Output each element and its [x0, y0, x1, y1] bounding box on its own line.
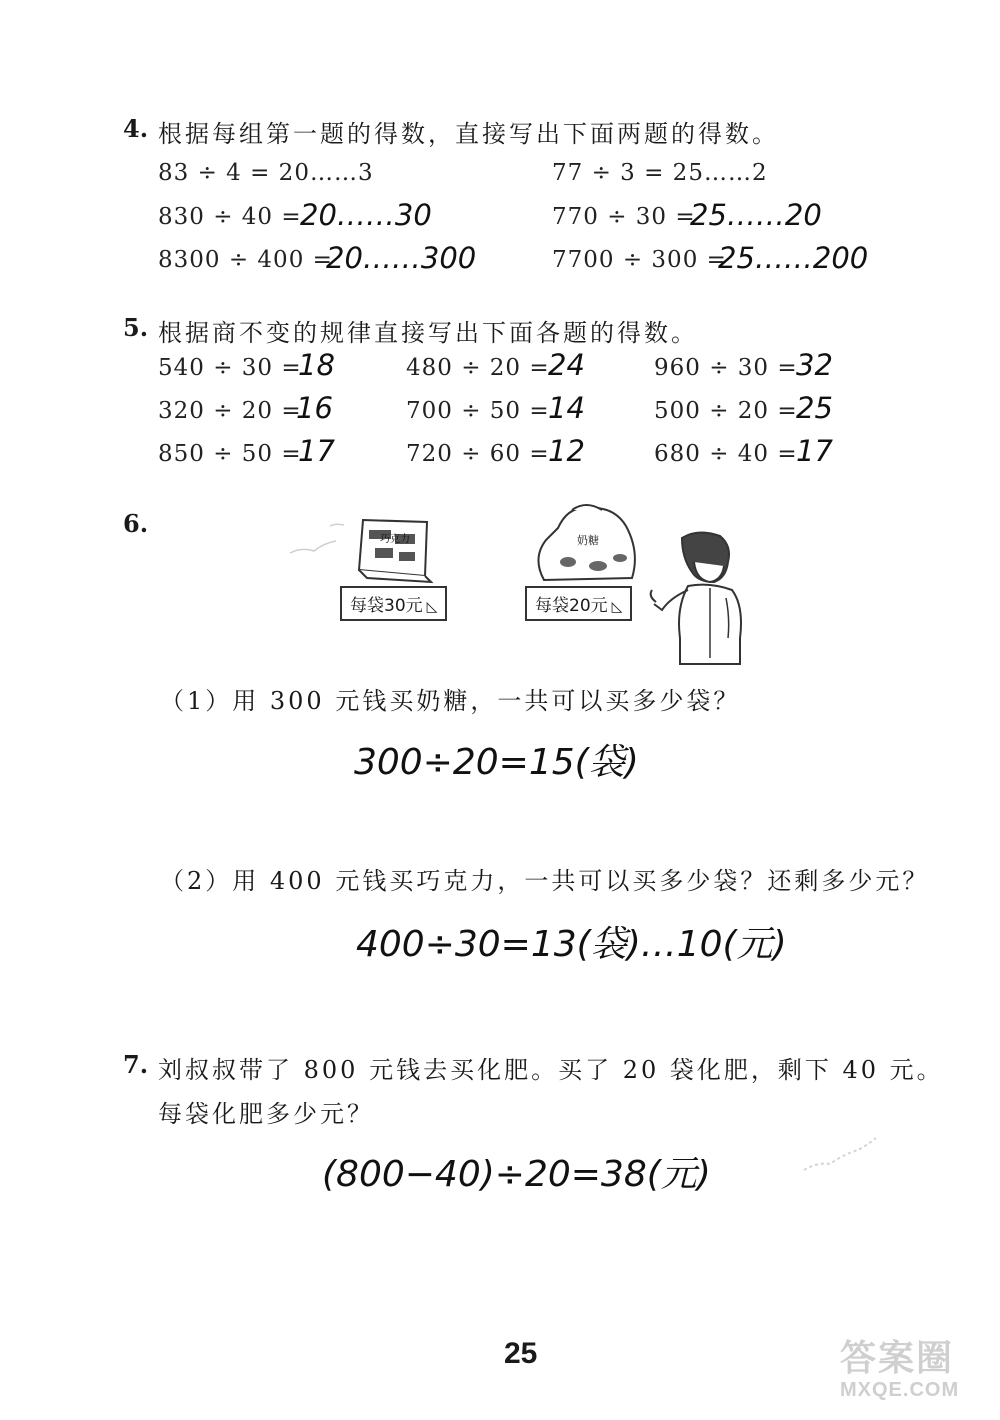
page-number: 25 — [504, 1337, 538, 1370]
q5-answer-3-2: 12 — [548, 434, 585, 468]
q6-sub2-prompt: （2）用 400 元钱买巧克力，一共可以买多少袋？还剩多少元？ — [160, 867, 930, 895]
q5-expr-2-3: 500 ÷ 20 = — [654, 398, 798, 424]
q5-answer-2-2: 14 — [548, 391, 585, 425]
q4-right-expr-3: 7700 ÷ 300 = — [552, 247, 727, 273]
q7-prompt-line1: 刘叔叔带了 800 元钱去买化肥。买了 20 袋化肥，剩下 40 元。 — [158, 1056, 944, 1084]
q5-answer-2-1: 16 — [296, 391, 333, 425]
q4-right-answer-2: 25……20 — [690, 198, 822, 232]
q5-expr-3-1: 850 ÷ 50 = — [158, 441, 302, 467]
q4-prompt: 根据每组第一题的得数，直接写出下面两题的得数。 — [158, 120, 779, 148]
chocolate-price: 每袋30元 — [350, 596, 423, 616]
q5-prompt: 根据商不变的规律直接写出下面各题的得数。 — [158, 319, 698, 347]
q4-right-answer-3: 25……200 — [718, 241, 869, 275]
q4-right-expr-2: 770 ÷ 30 = — [552, 204, 696, 230]
q6-number: 6. — [123, 509, 149, 538]
q5-expr-3-3: 680 ÷ 40 = — [654, 441, 798, 467]
q4-number: 4. — [123, 114, 149, 143]
q5-answer-1-2: 24 — [548, 348, 585, 382]
q6-sub1-answer: 300÷20=15(袋) — [354, 742, 639, 783]
chocolate-bag-label: 巧克力 — [380, 534, 410, 545]
chocolate-bag-illustration — [285, 508, 435, 588]
q5-expr-2-1: 320 ÷ 20 = — [158, 398, 302, 424]
q5-answer-1-1: 18 — [298, 348, 335, 382]
watermark-url: MXQE.COM — [840, 1379, 960, 1401]
q5-answer-3-1: 17 — [298, 434, 335, 468]
q7-number: 7. — [123, 1050, 149, 1079]
q4-left-answer-3: 20……300 — [326, 241, 477, 275]
chocolate-price-tag — [340, 586, 447, 621]
tag-corner-icon: ◺ — [426, 599, 438, 615]
q5-expr-1-2: 480 ÷ 20 = — [406, 355, 550, 381]
q5-answer-3-3: 17 — [796, 434, 833, 468]
watermark-logo — [840, 1330, 959, 1402]
candy-price: 每袋20元 — [535, 596, 608, 616]
q5-answer-2-3: 25 — [796, 391, 833, 425]
q4-left-answer-2: 20……30 — [300, 198, 432, 232]
q7-answer: (800−40)÷20=38(元) — [322, 1154, 711, 1195]
q7-prompt-line2: 每袋化肥多少元？ — [158, 1100, 374, 1128]
watermark-text: 答案圈 — [840, 1337, 955, 1378]
q5-expr-1-1: 540 ÷ 30 = — [158, 355, 302, 381]
boy-illustration — [640, 528, 750, 666]
q5-number: 5. — [123, 313, 149, 342]
q4-right-expr-1: 77 ÷ 3 = 25……2 — [552, 160, 768, 186]
q4-left-expr-1: 83 ÷ 4 = 20……3 — [158, 160, 374, 186]
q4-left-expr-2: 830 ÷ 40 = — [158, 204, 302, 230]
decorative-squiggle — [800, 1130, 880, 1180]
q6-sub2-answer: 400÷30=13(袋)…10(元) — [356, 924, 787, 965]
candy-bag-label: 奶糖 — [577, 534, 599, 547]
q5-answer-1-3: 32 — [796, 348, 833, 382]
tag-corner-icon: ◺ — [611, 599, 623, 615]
candy-bag-illustration — [528, 500, 648, 590]
candy-price-tag — [525, 586, 632, 621]
q5-expr-3-2: 720 ÷ 60 = — [406, 441, 550, 467]
q5-expr-2-2: 700 ÷ 50 = — [406, 398, 550, 424]
q5-expr-1-3: 960 ÷ 30 = — [654, 355, 798, 381]
q4-left-expr-3: 8300 ÷ 400 = — [158, 247, 333, 273]
q6-sub1-prompt: （1）用 300 元钱买奶糖，一共可以买多少袋？ — [160, 687, 741, 715]
